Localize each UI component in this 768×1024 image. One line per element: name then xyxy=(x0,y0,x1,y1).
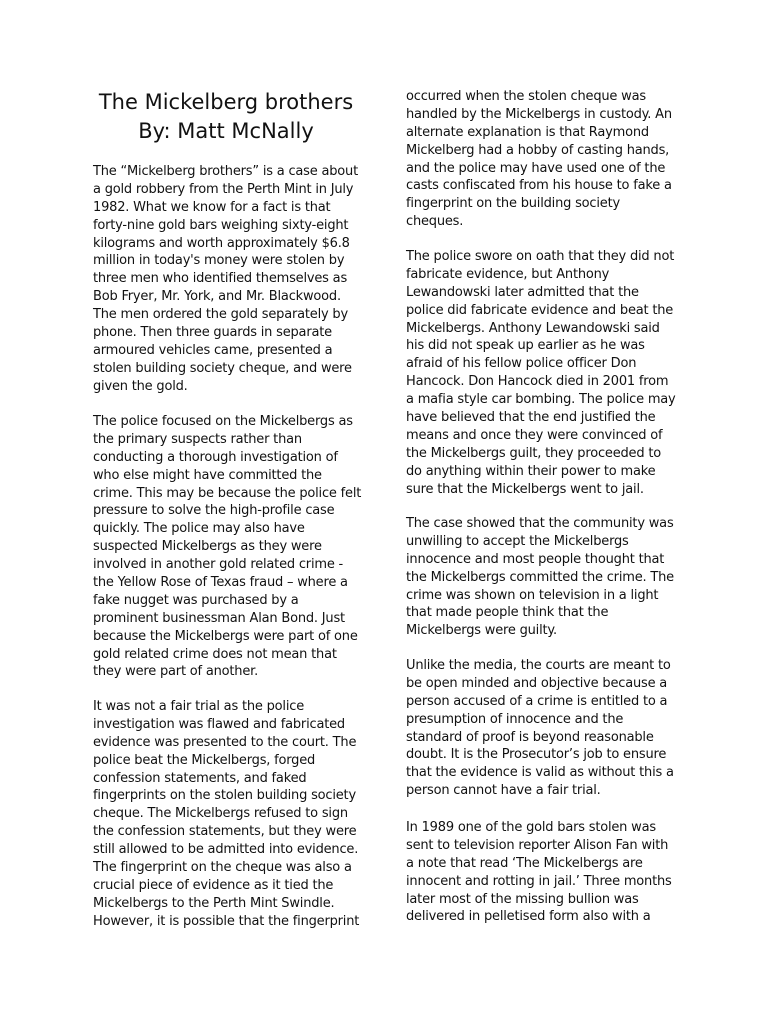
paragraph-line: fingerprints on the stolen building society xyxy=(93,788,356,804)
paragraph-line: unwilling to accept the Mickelbergs xyxy=(406,533,629,549)
document-title xyxy=(93,88,359,146)
paragraph-line: occurred when the stolen cheque was xyxy=(406,89,646,104)
paragraph-line: means and once they were convinced of xyxy=(406,427,663,443)
paragraph-line: afraid of his fellow police officer Don xyxy=(406,356,637,372)
paragraph-line: Hancock. Don Hancock died in 2001 from xyxy=(406,374,669,390)
paragraph-line: a gold robbery from the Perth Mint in July xyxy=(93,181,354,197)
paragraph-line: casts confiscated from his house to fake a xyxy=(406,178,672,194)
paragraph-line: three men who identified themselves as xyxy=(93,271,348,287)
paragraph-line: Bob Fryer, Mr. York, and Mr. Blackwood. xyxy=(93,289,341,305)
right-paragraph-1 xyxy=(406,88,672,231)
paragraph-line: crime. This may be because the police felt xyxy=(93,485,362,501)
paragraph-line: However, it is possible that the fingerprint xyxy=(93,913,360,929)
paragraph-line: sure that the Mickelbergs went to jail. xyxy=(406,481,644,497)
right-paragraph-2 xyxy=(406,248,676,498)
paragraph-line: person cannot have a fair trial. xyxy=(406,783,601,799)
paragraph-line: conducting a thorough investigation of xyxy=(93,449,338,465)
paragraph-line: pressure to solve the high-profile case xyxy=(93,503,335,519)
paragraph-line: Lewandowski later admitted that the xyxy=(406,284,639,300)
paragraph-line: because the Mickelbergs were part of one xyxy=(93,628,358,644)
right-paragraph-5 xyxy=(406,819,672,926)
right-paragraph-3 xyxy=(406,515,674,640)
paragraph-line: quickly. The police may also have xyxy=(93,521,305,537)
paragraph-line: presumption of innocence and the xyxy=(406,711,624,727)
paragraph-line: Mickelbergs. Anthony Lewandowski said xyxy=(406,320,660,336)
left-paragraph-1 xyxy=(93,163,358,396)
title-line-1: The Mickelberg brothers xyxy=(98,90,354,114)
paragraph-line: The men ordered the gold separately by xyxy=(93,307,348,323)
paragraph-line: the confession statements, but they were xyxy=(93,824,357,840)
paragraph-line: Unlike the media, the courts are meant to xyxy=(406,658,671,673)
paragraph-line: forty-nine gold bars weighing sixty-eight xyxy=(93,217,349,233)
paragraph-line: Mickelbergs to the Perth Mint Swindle. xyxy=(93,895,335,911)
paragraph-line: his did not speak up earlier as he was xyxy=(406,338,645,354)
paragraph-line: fake nugget was purchased by a xyxy=(93,592,299,608)
paragraph-line: doubt. It is the Prosecutor’s job to ensure xyxy=(406,747,667,763)
paragraph-line: evidence was presented to the court. The xyxy=(93,734,357,750)
paragraph-line: that the evidence is valid as without this a xyxy=(406,765,674,781)
paragraph-line: that made people think that the xyxy=(406,605,609,621)
paragraph-line: prominent businessman Alan Bond. Just xyxy=(93,610,345,626)
paragraph-line: later most of the missing bullion was xyxy=(406,891,639,907)
paragraph-line: confession statements, and faked xyxy=(93,770,307,786)
paragraph-line: have believed that the end justified the xyxy=(406,410,656,426)
paragraph-line: a note that read ‘The Mickelbergs are xyxy=(406,855,643,871)
paragraph-line: they were part of another. xyxy=(93,664,259,680)
paragraph-line: the primary suspects rather than xyxy=(93,431,302,447)
paragraph-line: cheques. xyxy=(406,214,464,230)
paragraph-line: In 1989 one of the gold bars stolen was xyxy=(406,820,656,835)
paragraph-line: still allowed to be admitted into evidence. xyxy=(93,842,359,858)
left-paragraph-3 xyxy=(93,698,359,931)
paragraph-line: crime was shown on television in a light xyxy=(406,587,659,603)
paragraph-line: armoured vehicles came, presented a xyxy=(93,342,333,358)
paragraph-line: 1982. What we know for a fact is that xyxy=(93,199,331,215)
left-paragraph-2 xyxy=(93,413,361,681)
paragraph-line: innocent and rotting in jail.’ Three months xyxy=(406,873,672,889)
paragraph-line: The case showed that the community was xyxy=(406,516,674,531)
paragraph-line: crucial piece of evidence as it tied the xyxy=(93,877,334,893)
paragraph-line: the Mickelbergs guilt, they proceeded to xyxy=(406,445,661,461)
paragraph-line: sent to television reporter Alison Fan with xyxy=(406,837,669,853)
paragraph-line: handled by the Mickelbergs in custody. An xyxy=(406,106,672,122)
paragraph-line: fingerprint on the building society xyxy=(406,196,620,212)
paragraph-line: It was not a fair trial as the police xyxy=(93,699,304,714)
paragraph-line: involved in another gold related crime - xyxy=(93,557,344,573)
paragraph-line: phone. Then three guards in separate xyxy=(93,325,332,341)
paragraph-line: kilograms and worth approximately $6.8 xyxy=(93,235,350,251)
paragraph-line: gold related crime does not mean that xyxy=(93,646,337,662)
paragraph-line: standard of proof is beyond reasonable xyxy=(406,729,654,745)
paragraph-line: police beat the Mickelbergs, forged xyxy=(93,752,316,768)
paragraph-line: innocence and most people thought that xyxy=(406,551,665,567)
paragraph-line: cheque. The Mickelbergs refused to sign xyxy=(93,806,348,822)
paragraph-line: The police focused on the Mickelbergs as xyxy=(93,414,353,429)
paragraph-line: Mickelberg had a hobby of casting hands, xyxy=(406,142,670,158)
paragraph-line: be open minded and objective because a xyxy=(406,675,668,691)
paragraph-line: person accused of a crime is entitled to a xyxy=(406,693,668,709)
paragraph-line: million in today's money were stolen by xyxy=(93,253,345,269)
paragraph-line: The “Mickelberg brothers” is a case about xyxy=(93,164,358,179)
paragraph-line: The police swore on oath that they did not xyxy=(406,249,675,264)
right-paragraph-4 xyxy=(406,657,674,800)
paragraph-line: the Yellow Rose of Texas fraud – where a xyxy=(93,575,348,591)
paragraph-line: who else might have committed the xyxy=(93,467,322,483)
paragraph-line: suspected Mickelbergs as they were xyxy=(93,539,322,555)
paragraph-line: do anything within their power to make xyxy=(406,463,656,479)
paragraph-line: and the police may have used one of the xyxy=(406,160,666,176)
paragraph-line: a mafia style car bombing. The police may xyxy=(406,392,676,408)
paragraph-line: Mickelbergs were guilty. xyxy=(406,623,557,639)
paragraph-line: police did fabricate evidence and beat the xyxy=(406,302,674,318)
title-line-2-byline: By: Matt McNally xyxy=(138,119,314,143)
paragraph-line: delivered in pelletised form also with a xyxy=(406,909,651,925)
paragraph-line: fabricate evidence, but Anthony xyxy=(406,266,610,282)
paragraph-line: the Mickelbergs committed the crime. The xyxy=(406,569,674,585)
paragraph-line: investigation was flawed and fabricated xyxy=(93,716,345,732)
paragraph-line: alternate explanation is that Raymond xyxy=(406,124,649,140)
paragraph-line: The fingerprint on the cheque was also a xyxy=(93,860,352,876)
paragraph-line: stolen building society cheque, and were xyxy=(93,360,352,376)
paragraph-line: given the gold. xyxy=(93,378,188,394)
